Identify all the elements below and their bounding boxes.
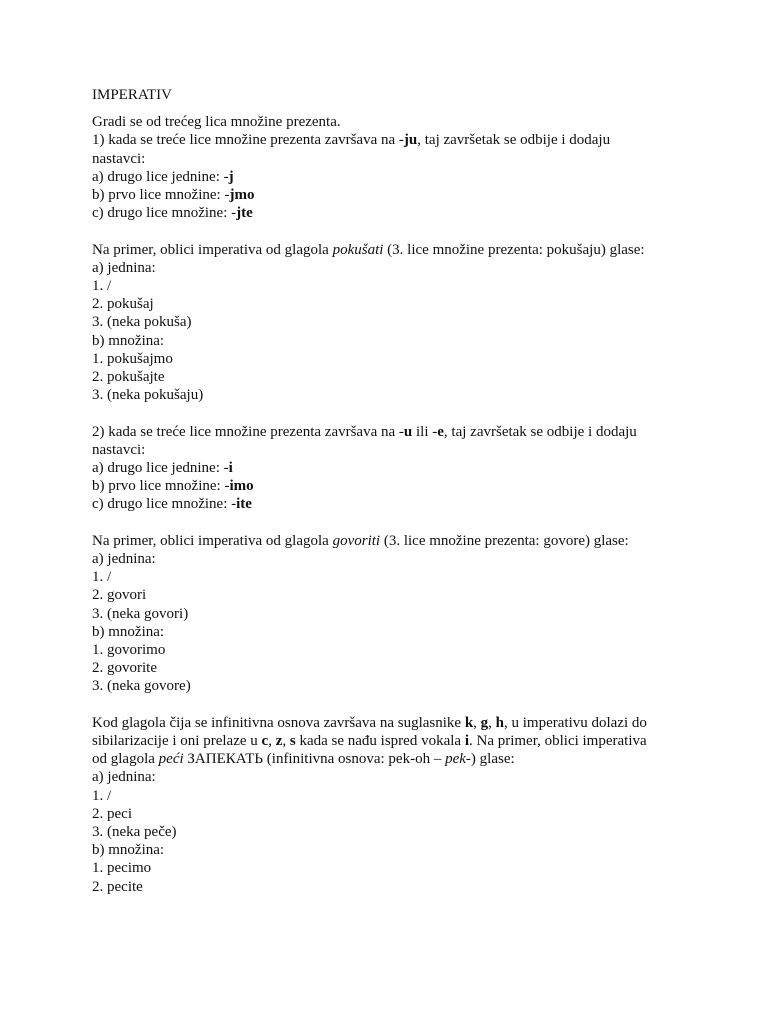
rule-2-line: 2) kada se treće lice množine prezenta završava na -u ili -e, taj završetak se odbije i dodaju	[92, 423, 637, 440]
example-3-line: a) jednina:	[92, 769, 156, 786]
rule-2-c: c) drugo lice množine: -ite	[92, 496, 252, 513]
rule-1-b: b) prvo lice množine: -jmo	[92, 187, 255, 204]
example-2-line: b) množina:	[92, 623, 165, 640]
rule-1-c: c) drugo lice množine: -jte	[92, 205, 253, 222]
example-2-intro: Na primer, oblici imperativa od glagola govoriti (3. lice množine prezenta: govore) glase:	[92, 532, 629, 549]
rule-1-line-2: nastavci:	[92, 150, 146, 167]
example-2-line: a) jednina:	[92, 551, 156, 568]
example-2-line: 3. (neka govori)	[92, 605, 189, 622]
example-1-line: 2. pokušaj	[92, 296, 154, 313]
example-1-line: 2. pokušajte	[92, 369, 165, 386]
page-title: IMPERATIV	[92, 87, 173, 103]
rule-2-line-2: nastavci:	[92, 441, 146, 458]
example-3-line: 3. (neka peče)	[92, 824, 177, 841]
example-1-intro: Na primer, oblici imperativa od glagola pokušati (3. lice množine prezenta: pokušaju) glase:	[92, 241, 645, 258]
example-1-line: a) jednina:	[92, 259, 156, 276]
rule-2-b: b) prvo lice množine: -imo	[92, 478, 254, 495]
example-2-line: 1. /	[92, 569, 112, 586]
rule-3-line-2: sibilarizacije i oni prelaze u c, z, s kada se nađu ispred vokala i. Na primer, oblici imperativa	[92, 733, 647, 750]
example-3-line: 2. peci	[92, 805, 132, 822]
example-1-line: 3. (neka pokuša)	[92, 314, 192, 331]
example-1-line: 1. /	[92, 278, 112, 295]
example-1-line: 3. (neka pokušaju)	[92, 387, 204, 404]
document-body	[92, 86, 682, 896]
rule-1-line: 1) kada se treće lice množine prezenta završava na -ju, taj završetak se odbije i dodaju	[92, 132, 611, 149]
example-2-line: 1. govorimo	[92, 642, 166, 659]
rule-3-line-1: Kod glagola čija se infinitivna osnova završava na suglasnike k, g, h, u imperativu dolazi do	[92, 714, 647, 731]
rule-3-line-3: od glagola peći ЗАПЕКАТЬ (infinitivna osnova: pek-oh – pek-) glase:	[92, 751, 515, 768]
example-3-line: 1. pecimo	[92, 860, 152, 877]
example-1-line: b) množina:	[92, 332, 165, 349]
example-1-line: 1. pokušajmo	[92, 350, 173, 367]
example-3-line: b) množina:	[92, 842, 165, 859]
example-2-line: 2. govori	[92, 587, 147, 604]
rule-2-a: a) drugo lice jednine: -i	[92, 460, 233, 477]
example-2-line: 2. govorite	[92, 660, 157, 677]
example-3-line: 2. pecite	[92, 878, 143, 895]
example-3-line: 1. /	[92, 787, 112, 804]
intro-line: Gradi se od trećeg lica množine prezenta.	[92, 114, 341, 131]
rule-1-a: a) drugo lice jednine: -j	[92, 168, 234, 185]
example-2-line: 3. (neka govore)	[92, 678, 191, 695]
